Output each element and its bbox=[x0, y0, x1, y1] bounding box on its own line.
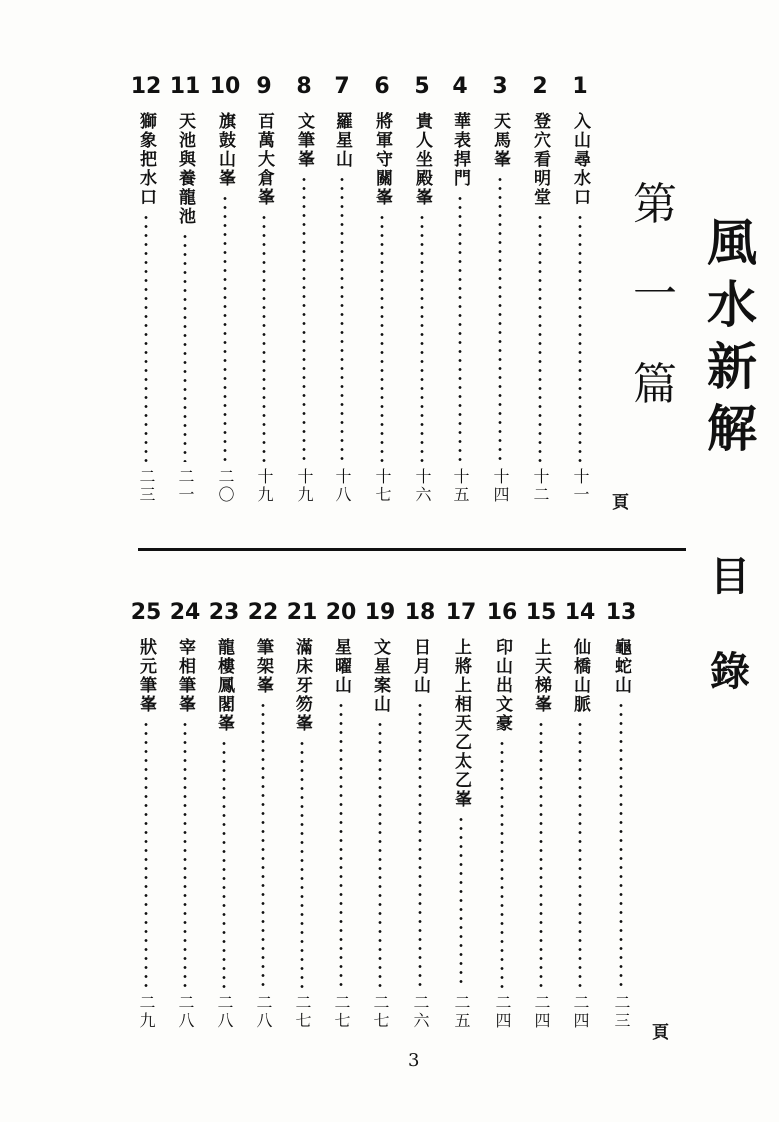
toc-entry[interactable] bbox=[482, 72, 518, 512]
entry-page: 十九 bbox=[295, 468, 314, 504]
entry-number: 4 bbox=[452, 74, 468, 99]
page-number: 3 bbox=[408, 1050, 420, 1071]
entry-number: 8 bbox=[296, 74, 312, 99]
entry-number: 14 bbox=[564, 600, 596, 625]
entry-title: 日月山 bbox=[410, 638, 430, 695]
leader-dots bbox=[578, 213, 582, 462]
leader-dots bbox=[183, 720, 187, 988]
entry-number: 9 bbox=[256, 74, 272, 99]
entry-page: 二三 bbox=[612, 994, 631, 1030]
entry-title: 入山尋水口 bbox=[570, 112, 590, 207]
toc-entry[interactable] bbox=[443, 598, 479, 1038]
entry-page: 十五 bbox=[451, 468, 470, 504]
entry-title: 文星案山 bbox=[370, 638, 390, 714]
leader-dots bbox=[500, 739, 504, 988]
entry-page: 二四 bbox=[571, 994, 590, 1030]
leader-dots bbox=[539, 720, 543, 988]
entry-page: 二四 bbox=[532, 994, 551, 1030]
page-marker-lower: 頁 bbox=[652, 1023, 669, 1043]
entry-number: 15 bbox=[525, 600, 557, 625]
leader-dots bbox=[340, 175, 344, 462]
toc-entry[interactable] bbox=[246, 72, 282, 512]
part-label bbox=[625, 160, 685, 430]
entry-title: 龍樓鳳閣峯 bbox=[214, 638, 234, 733]
leader-dots bbox=[223, 194, 227, 462]
entry-title: 滿床牙笏峯 bbox=[292, 638, 312, 733]
leader-dots bbox=[339, 701, 343, 988]
toc-entry[interactable] bbox=[562, 72, 598, 512]
entry-title: 狀元筆峯 bbox=[136, 638, 156, 714]
entry-title: 龜蛇山 bbox=[611, 638, 631, 695]
book-title bbox=[700, 212, 764, 460]
subtitle-char: 目 bbox=[710, 554, 750, 600]
leader-dots bbox=[183, 232, 187, 462]
leader-dots bbox=[619, 701, 623, 988]
entry-page: 二七 bbox=[293, 994, 312, 1030]
entry-number: 24 bbox=[169, 600, 201, 625]
toc-entry[interactable] bbox=[206, 598, 242, 1038]
entry-title: 百萬大倉峯 bbox=[254, 112, 274, 207]
part-label-char: 篇 bbox=[633, 359, 677, 410]
entry-page: 十二 bbox=[531, 468, 550, 504]
entry-number: 19 bbox=[364, 600, 396, 625]
toc-entry[interactable] bbox=[167, 72, 203, 512]
toc-entry[interactable] bbox=[402, 598, 438, 1038]
entry-number: 5 bbox=[414, 74, 430, 99]
leader-dots bbox=[538, 213, 542, 462]
entry-number: 12 bbox=[130, 74, 162, 99]
entry-title: 仙橋山脈 bbox=[570, 638, 590, 714]
entry-number: 22 bbox=[247, 600, 279, 625]
leader-dots bbox=[144, 720, 148, 988]
entry-title: 天馬峯 bbox=[490, 112, 510, 169]
entry-page: 二九 bbox=[137, 994, 156, 1030]
toc-entry[interactable] bbox=[128, 72, 164, 512]
toc-entry[interactable] bbox=[522, 72, 558, 512]
entry-number: 20 bbox=[325, 600, 357, 625]
title-char: 水 bbox=[707, 276, 757, 334]
entry-title: 文筆峯 bbox=[294, 112, 314, 169]
title-char: 風 bbox=[707, 214, 757, 272]
toc-entry[interactable] bbox=[167, 598, 203, 1038]
entry-page: 十九 bbox=[255, 468, 274, 504]
entry-page: 二八 bbox=[176, 994, 195, 1030]
entry-title: 上天梯峯 bbox=[531, 638, 551, 714]
entry-number: 10 bbox=[209, 74, 241, 99]
entry-title: 天池與養龍池 bbox=[175, 112, 195, 226]
part-label-char: 第 bbox=[633, 179, 677, 230]
entry-title: 將軍守關峯 bbox=[372, 112, 392, 207]
leader-dots bbox=[420, 213, 424, 462]
entry-number: 23 bbox=[208, 600, 240, 625]
entry-number: 25 bbox=[130, 600, 162, 625]
entry-title: 筆架峯 bbox=[253, 638, 273, 695]
entry-page: 十六 bbox=[413, 468, 432, 504]
title-char: 解 bbox=[707, 400, 757, 458]
entry-number: 17 bbox=[445, 600, 477, 625]
leader-dots bbox=[302, 175, 306, 462]
toc-entry[interactable] bbox=[523, 598, 559, 1038]
entry-number: 11 bbox=[169, 74, 201, 99]
leader-dots bbox=[222, 739, 226, 988]
toc-entry[interactable] bbox=[284, 598, 320, 1038]
leader-dots bbox=[262, 213, 266, 462]
toc-entry[interactable] bbox=[207, 72, 243, 512]
leader-dots bbox=[144, 213, 148, 462]
toc-entry[interactable] bbox=[442, 72, 478, 512]
entry-page: 十七 bbox=[373, 468, 392, 504]
entry-page: 十八 bbox=[333, 468, 352, 504]
toc-entry[interactable] bbox=[484, 598, 520, 1038]
leader-dots bbox=[578, 720, 582, 988]
entry-title: 星曜山 bbox=[331, 638, 351, 695]
entry-page: 二五 bbox=[452, 994, 471, 1030]
leader-dots bbox=[459, 815, 463, 988]
entry-page: 二四 bbox=[493, 994, 512, 1030]
entry-page: 二三 bbox=[137, 468, 156, 504]
entry-number: 21 bbox=[286, 600, 318, 625]
entry-number: 7 bbox=[334, 74, 350, 99]
entry-title: 宰相筆峯 bbox=[175, 638, 195, 714]
leader-dots bbox=[261, 701, 265, 988]
leader-dots bbox=[498, 175, 502, 462]
entry-title: 華表捍門 bbox=[450, 112, 470, 188]
entry-page: 十一 bbox=[571, 468, 590, 504]
toc-entry[interactable] bbox=[404, 72, 440, 512]
leader-dots bbox=[300, 739, 304, 988]
section-divider bbox=[138, 548, 686, 551]
entry-page: 二〇 bbox=[216, 468, 235, 504]
subtitle-char: 錄 bbox=[710, 649, 750, 695]
title-char: 新 bbox=[707, 338, 757, 396]
entry-title: 貴人坐殿峯 bbox=[412, 112, 432, 207]
entry-page: 二七 bbox=[371, 994, 390, 1030]
leader-dots bbox=[458, 194, 462, 462]
entry-page: 二六 bbox=[411, 994, 430, 1030]
entry-number: 3 bbox=[492, 74, 508, 99]
entry-title: 上將上相天乙太乙峯 bbox=[451, 638, 471, 809]
toc-entry[interactable] bbox=[562, 598, 598, 1038]
entry-title: 旗鼓山峯 bbox=[215, 112, 235, 188]
entry-page: 二八 bbox=[254, 994, 273, 1030]
part-label-char: 一 bbox=[633, 269, 677, 320]
entry-number: 2 bbox=[532, 74, 548, 99]
toc-entry[interactable] bbox=[364, 72, 400, 512]
page-marker-upper: 頁 bbox=[612, 493, 629, 513]
toc-entry[interactable] bbox=[603, 598, 639, 1038]
entry-number: 16 bbox=[486, 600, 518, 625]
entry-title: 印山出文豪 bbox=[492, 638, 512, 733]
entry-title: 獅象把水口 bbox=[136, 112, 156, 207]
entry-title: 登穴看明堂 bbox=[530, 112, 550, 207]
leader-dots bbox=[380, 213, 384, 462]
toc-entry[interactable] bbox=[323, 598, 359, 1038]
toc-entry[interactable] bbox=[286, 72, 322, 512]
entry-number: 1 bbox=[572, 74, 588, 99]
entry-number: 6 bbox=[374, 74, 390, 99]
entry-title: 羅星山 bbox=[332, 112, 352, 169]
entry-page: 十四 bbox=[491, 468, 510, 504]
toc-heading bbox=[705, 530, 755, 720]
entry-page: 二一 bbox=[176, 468, 195, 504]
leader-dots bbox=[418, 701, 422, 988]
toc-entry[interactable] bbox=[324, 72, 360, 512]
toc-entry[interactable] bbox=[245, 598, 281, 1038]
leader-dots bbox=[378, 720, 382, 988]
toc-entry[interactable] bbox=[128, 598, 164, 1038]
entry-number: 13 bbox=[605, 600, 637, 625]
entry-number: 18 bbox=[404, 600, 436, 625]
entry-page: 二七 bbox=[332, 994, 351, 1030]
entry-page: 二八 bbox=[215, 994, 234, 1030]
toc-entry[interactable] bbox=[362, 598, 398, 1038]
